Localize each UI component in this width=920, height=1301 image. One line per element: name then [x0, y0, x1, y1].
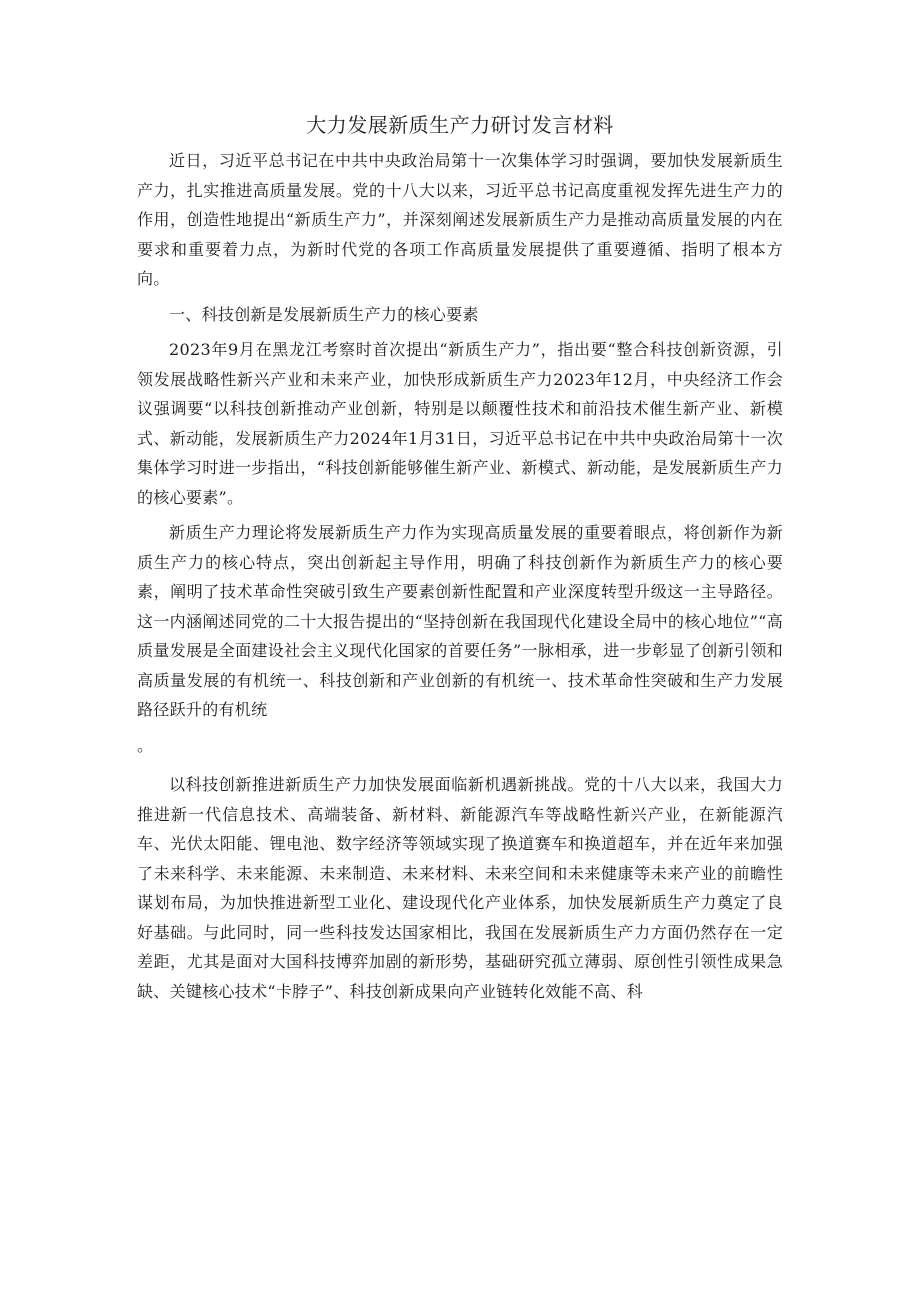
- document-page: [137, 110, 783, 1012]
- stray-punctuation: 。: [137, 735, 154, 755]
- section-heading-1: 一、科技创新是发展新质生产力的核心要素: [169, 304, 479, 324]
- paragraph-timeline: 2023年9月在黑龙江考察时首次提出“新质生产力”，指出要“整合科技创新资源，引领发展战略性新兴产业和未来产业，加快形成新质生产力2023年12月，中央经济工作会议强调要“以科技创新推动产业创新，特别是以颠覆性技术和前沿技术催生新产业、新模式、新动能，发展新质生产力2024年1月31日，习近平总书记在中共中央政治局第十一次集体学习时进一步指出，“科技创新能够催生新产业、新模式、新动能，是发展新质生产力的核心要素”。: [137, 340, 783, 507]
- paragraph-opportunities: 以科技创新推进新质生产力加快发展面临新机遇新挑战。党的十八大以来，我国大力推进新一代信息技术、高端装备、新材料、新能源汽车等战略性新兴产业，在新能源汽车、光伏太阳能、锂电池、数字经济等领域实现了换道赛车和换道超车，并在近年来加强了未来科学、未来能源、未来制造、未来材料、未来空间和未来健康等未来产业的前瞻性谋划布局，为加快推进新型工业化、建设现代化产业体系，加快发展新质生产力奠定了良好基础。与此同时，同一些科技发达国家相比，我国在发展新质生产力方面仍然存在一定差距，尤其是面对大国科技博弈加剧的新形势，基础研究孤立薄弱、原创性引领性成果急缺、关键核心技术“卡脖子”、科技创新成果向产业链转化效能不高、科: [137, 775, 783, 1001]
- document-title: 大力发展新质生产力研讨发言材料: [306, 113, 614, 137]
- paragraph-intro: 近日，习近平总书记在中共中央政治局第十一次集体学习时强调，要加快发展新质生产力，扎实推进高质量发展。党的十八大以来，习近平总书记高度重视发挥先进生产力的作用，创造性地提出“新质生产力”，并深刻阐述发展新质生产力是推动高质量发展的内在要求和重要着力点，为新时代党的各项工作高质量发展提供了重要遵循、指明了根本方向。: [137, 151, 783, 288]
- paragraph-theory: 新质生产力理论将发展新质生产力作为实现高质量发展的重要着眼点，将创新作为新质生产力的核心特点，突出创新起主导作用，明确了科技创新作为新质生产力的核心要素，阐明了技术革命性突破引致生产要素创新性配置和产业深度转型升级这一主导路径。这一内涵阐述同党的二十大报告提出的“坚持创新在我国现代化建设全局中的核心地位”“高质量发展是全面建设社会主义现代化国家的首要任务”一脉相承，进一步彰显了创新引领和高质量发展的有机统一、科技创新和产业创新的有机统一、技术革命性突破和生产力发展路径跃升的有机统: [137, 523, 783, 719]
